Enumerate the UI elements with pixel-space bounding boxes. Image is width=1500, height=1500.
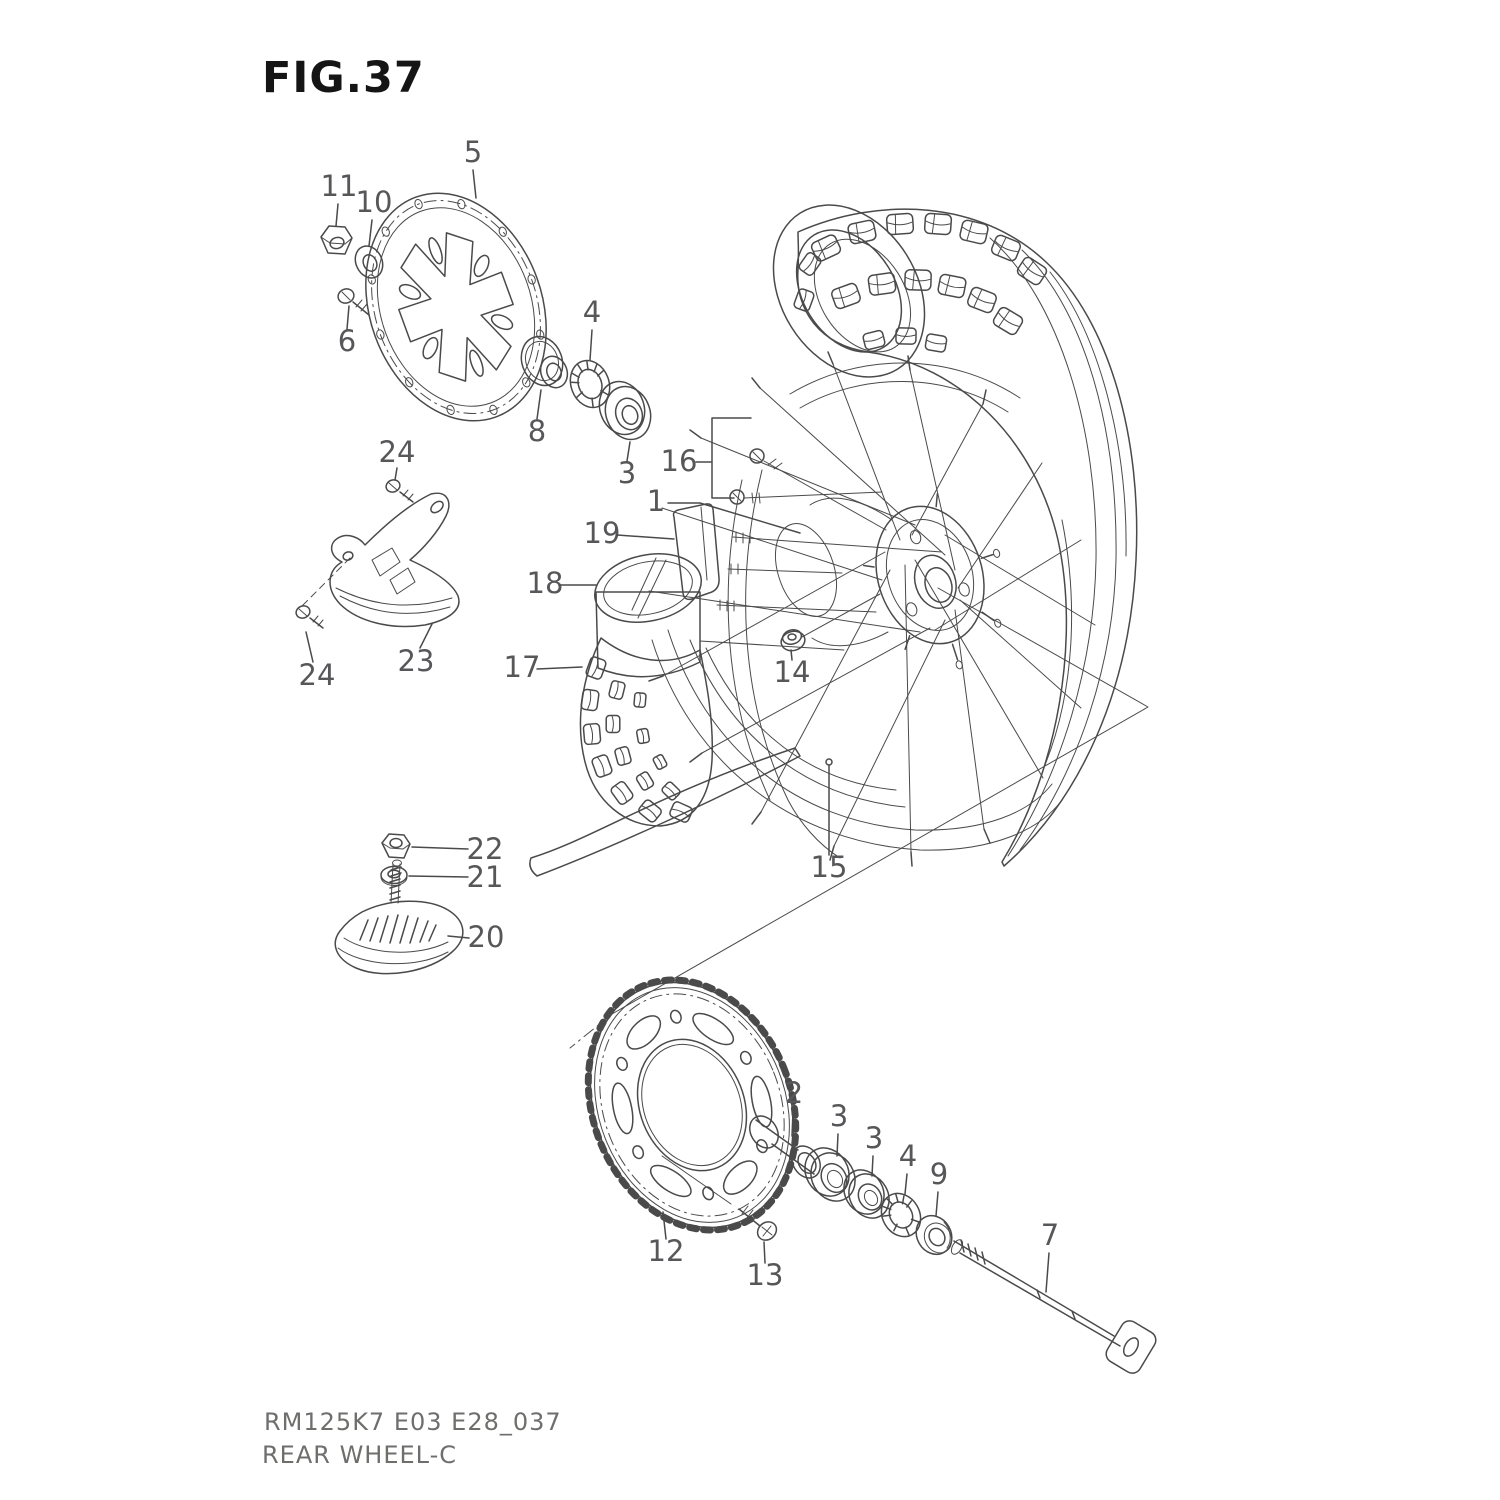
callout-15 — [811, 759, 848, 884]
callout-3-inner — [830, 1099, 848, 1156]
part-label-15: 15 — [810, 850, 848, 884]
disc-guard-23 — [302, 493, 459, 626]
part-label-19: 19 — [583, 516, 621, 550]
part-label-4: 4 — [582, 295, 602, 329]
part-label-9: 9 — [929, 1157, 949, 1191]
part-label-1: 1 — [646, 484, 666, 518]
callout-4-right — [899, 1139, 917, 1194]
wheel-spokes — [646, 352, 1095, 866]
part-label-16: 16 — [660, 444, 698, 478]
callout-21 — [409, 860, 503, 894]
bearing-3-inner — [796, 1140, 863, 1209]
tire-knobs — [793, 213, 1048, 352]
spacer-8 — [515, 331, 572, 392]
part-label-22: 22 — [466, 832, 504, 866]
callout-1 — [647, 484, 800, 533]
inner-tube-18 — [588, 544, 707, 676]
part-label-20: 20 — [467, 920, 505, 954]
part-label-17: 17 — [503, 650, 541, 684]
part-label-21: 21 — [466, 860, 504, 894]
part-label-13: 13 — [746, 1258, 784, 1292]
part-label-5: 5 — [463, 135, 483, 169]
footer-model-code: RM125K7 E03 E28_037 — [264, 1408, 562, 1436]
tire-cut-face — [743, 177, 956, 405]
callout-4 — [583, 295, 601, 360]
part-label-4: 4 — [898, 1139, 918, 1173]
part-label-10: 10 — [355, 185, 393, 219]
part-label-11: 11 — [320, 169, 358, 203]
callout-6 — [338, 306, 356, 358]
oil-seal-4 — [564, 355, 616, 413]
callout-3-outer — [865, 1121, 883, 1176]
disc-bolt-6 — [336, 287, 369, 315]
callout-16 — [661, 418, 751, 498]
oil-seal-4-right — [874, 1186, 929, 1243]
spacer-9 — [909, 1209, 958, 1261]
callout-5 — [464, 135, 482, 198]
guard-bolt-24-upper — [384, 478, 413, 502]
footer-figure-name: REAR WHEEL-C — [262, 1441, 458, 1469]
callout-8 — [528, 390, 546, 448]
callout-13 — [747, 1242, 784, 1292]
tire-cutaway — [743, 177, 1137, 866]
callout-3 — [618, 442, 636, 490]
part-label-3: 3 — [829, 1099, 849, 1133]
part-label-6: 6 — [337, 324, 357, 358]
rear-axle-7 — [949, 1238, 1159, 1377]
callout-11 — [321, 169, 358, 226]
guard-bolt-24-lower — [294, 604, 323, 628]
wheel-rim — [652, 363, 1072, 858]
figure-title: FIG.37 — [262, 53, 425, 103]
part-label-24: 24 — [298, 658, 336, 692]
part-label-3: 3 — [864, 1121, 884, 1155]
callout-24-upper — [379, 435, 416, 480]
part-label-18: 18 — [526, 566, 564, 600]
callout-7 — [1041, 1218, 1059, 1292]
part-label-2: 2 — [784, 1076, 804, 1110]
part-label-24: 24 — [378, 435, 416, 469]
callout-14 — [774, 650, 811, 689]
part-label-23: 23 — [397, 644, 435, 678]
callout-20 — [448, 920, 504, 954]
part-label-8: 8 — [527, 414, 547, 448]
callout-24-lower — [299, 632, 336, 692]
tire-section-knobs — [581, 656, 694, 824]
callout-18 — [527, 566, 596, 600]
callout-23 — [398, 624, 435, 678]
callout-9 — [930, 1157, 948, 1216]
part-label-3: 3 — [617, 456, 637, 490]
callout-17 — [504, 650, 582, 684]
part-label-14: 14 — [773, 655, 811, 689]
rim-lock-nut-22 — [382, 834, 410, 858]
axle-nut-11 — [321, 226, 352, 254]
callout-10 — [356, 185, 393, 246]
part-label-12: 12 — [647, 1234, 685, 1268]
rim-band-flap-19 — [674, 504, 720, 600]
callout-19 — [584, 516, 674, 550]
callouts — [299, 135, 1060, 1292]
part-label-7: 7 — [1040, 1218, 1060, 1252]
